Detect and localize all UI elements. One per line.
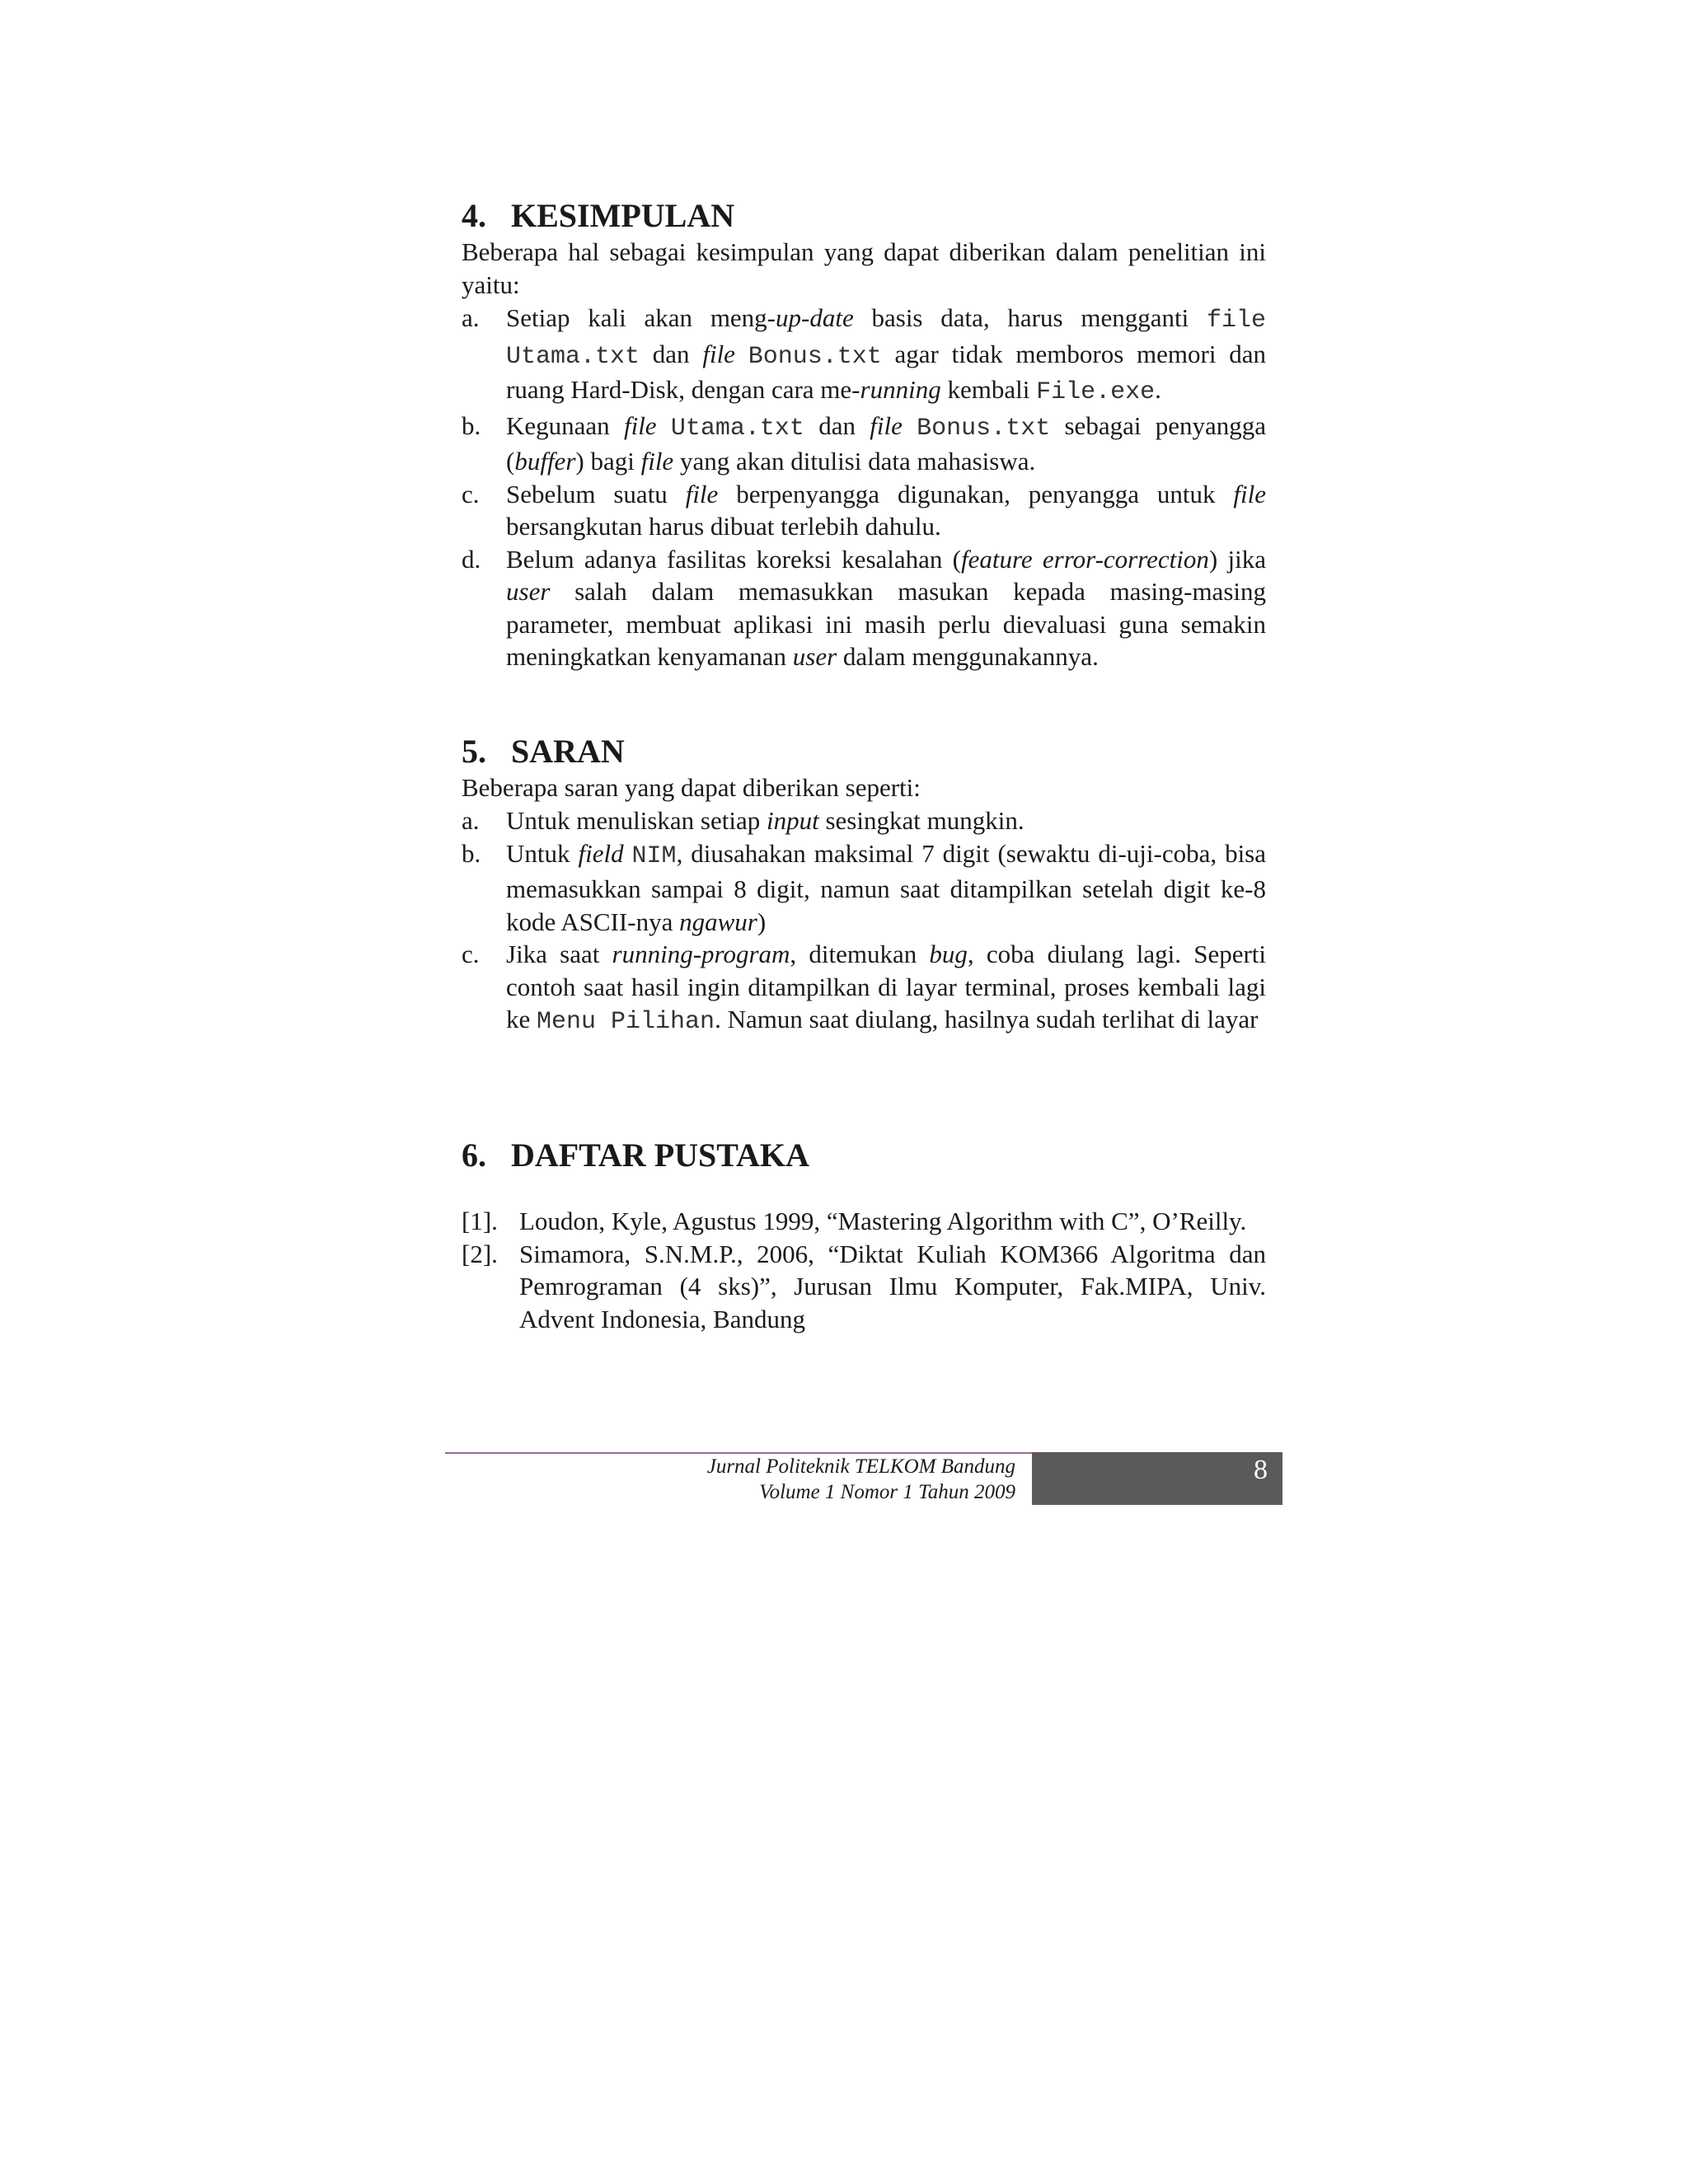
- text-run: , diusahakan maksimal 7 digit (sewaktu di-uji-coba, bisa memasukkan sampai 8 digit, namun saat ditampilkan setelah digit ke-8 kode ASCII-nya: [506, 838, 1267, 936]
- section-title: DAFTAR PUSTAKA: [511, 1137, 809, 1174]
- section-heading: [462, 732, 1266, 771]
- text-run: berpenyangga digunakan, penyangga untuk: [718, 479, 1234, 509]
- italic-term: ngawur: [679, 907, 757, 936]
- text-run: agar tidak memboros memori dan ruang Hard-Disk, dengan cara me-: [506, 339, 1267, 404]
- list-marker: d.: [462, 544, 481, 574]
- text-run: ) jika: [1208, 544, 1266, 574]
- italic-term: user: [506, 577, 551, 606]
- text-run: ) bagi: [575, 447, 641, 476]
- text-run: bersangkutan harus dibuat terlebih dahulu.: [506, 512, 941, 541]
- list-marker: c.: [462, 940, 480, 968]
- code-term: Menu Pilihan: [537, 1008, 715, 1036]
- list-marker: b.: [462, 410, 481, 440]
- section-saran: [462, 732, 1266, 1039]
- italic-term: running: [860, 375, 941, 404]
- list-marker: a.: [462, 806, 480, 835]
- list-item: [462, 302, 1266, 410]
- list-item: [462, 410, 1266, 478]
- reference-text: Loudon, Kyle, Agustus 1999, “Mastering Algorithm with C”, O’Reilly.: [519, 1207, 1247, 1235]
- italic-term: file: [870, 410, 903, 440]
- text-run: ): [757, 907, 767, 936]
- list-item: [462, 543, 1266, 673]
- italic-term: buffer: [514, 447, 576, 476]
- italic-term: field: [578, 838, 624, 868]
- section-number: 6.: [462, 1137, 486, 1174]
- section-kesimpulan: [462, 196, 1266, 673]
- section-title: SARAN: [511, 733, 625, 770]
- text-run: [903, 411, 917, 440]
- list-marker: c.: [462, 479, 480, 509]
- text-run: dan: [804, 410, 870, 440]
- list-marker: a.: [462, 303, 480, 332]
- italic-term: file: [685, 479, 719, 509]
- reference-marker: [2].: [462, 1239, 498, 1268]
- section-daftar-pustaka: [462, 1136, 1266, 1335]
- list-item: [462, 804, 1266, 837]
- text-run: Belum adanya fasilitas koreksi kesalahan (: [506, 544, 961, 574]
- italic-term: input: [766, 806, 819, 835]
- footer-journal-name: Jurnal Politeknik TELKOM Bandung: [706, 1455, 1015, 1478]
- reference-item: [462, 1238, 1266, 1336]
- list-marker: b.: [462, 838, 481, 868]
- footer-volume: Volume 1 Nomor 1 Tahun 2009: [759, 1481, 1015, 1503]
- text-run: [657, 411, 671, 440]
- code-term: File.exe: [1036, 378, 1156, 406]
- section-heading: [462, 1136, 1266, 1175]
- text-run: sesingkat mungkin.: [818, 806, 1025, 835]
- italic-term: up-date: [776, 303, 854, 332]
- reference-text: Simamora, S.N.M.P., 2006, “Diktat Kuliah KOM366 Algoritma dan Pemrograman (4 sks)”, Jurusan Ilmu Komputer, Fak.MIPA, Univ. Advent Indonesia, Bandung: [519, 1239, 1266, 1333]
- section-number: 4.: [462, 197, 486, 234]
- italic-term: feature error-correction: [961, 544, 1209, 574]
- text-run: . Namun saat diulang, hasilnya sudah terlihat di layar: [715, 1005, 1259, 1033]
- suggestion-list: [462, 804, 1266, 1039]
- code-term: file Utama.txt: [506, 307, 1266, 371]
- text-run: basis data, harus mengganti: [853, 303, 1207, 332]
- text-run: dan: [640, 339, 703, 368]
- reference-item: [462, 1205, 1266, 1238]
- list-item: [462, 938, 1266, 1039]
- text-run: salah dalam memasukkan masukan kepada masing-masing parameter, membuat aplikasi ini masih perlu dievaluasi guna semakin meningkatkan kenyamanan: [506, 577, 1266, 671]
- section-intro: Beberapa hal sebagai kesimpulan yang dapat diberikan dalam penelitian ini yaitu:: [462, 237, 1266, 299]
- section-title: KESIMPULAN: [511, 197, 735, 234]
- text-run: kembali: [940, 375, 1037, 404]
- code-term: Bonus.txt: [917, 414, 1051, 443]
- text-run: Sebelum suatu: [506, 479, 686, 509]
- italic-term: bug: [929, 940, 968, 968]
- page-number: 8: [1254, 1455, 1268, 1485]
- page-number-box: [1032, 1452, 1282, 1505]
- code-term: Utama.txt: [670, 414, 804, 443]
- text-run: [735, 340, 748, 368]
- conclusion-list: [462, 302, 1266, 673]
- text-run: sebagai penyangga (: [506, 410, 1267, 476]
- text-run: , coba diulang lagi. Seperti contoh saat hasil ingin ditampilkan di layar terminal, proses kembali lagi ke: [506, 940, 1267, 1033]
- code-term: Bonus.txt: [748, 342, 882, 371]
- italic-term: file: [640, 447, 674, 476]
- section-heading: [462, 196, 1266, 236]
- section-number: 5.: [462, 733, 486, 770]
- list-item: [462, 478, 1266, 543]
- list-item: [462, 837, 1266, 939]
- text-run: Kegunaan: [506, 410, 624, 440]
- italic-term: file: [1233, 479, 1266, 509]
- italic-term: file: [623, 410, 657, 440]
- text-run: Setiap kali akan meng-: [506, 303, 776, 332]
- text-run: Untuk: [506, 838, 579, 868]
- reference-list: [462, 1205, 1266, 1335]
- section-intro: Beberapa saran yang dapat diberikan seperti:: [462, 773, 921, 802]
- footer-journal-info: [445, 1454, 1015, 1505]
- reference-marker: [1].: [462, 1207, 498, 1235]
- text-run: [624, 839, 632, 868]
- text-run: yang akan ditulisi data mahasiswa.: [673, 447, 1036, 476]
- code-term: NIM: [631, 841, 677, 870]
- italic-term: user: [792, 642, 837, 671]
- italic-term: running-program: [612, 940, 790, 968]
- text-run: Untuk menuliskan setiap: [506, 806, 767, 835]
- text-run: , ditemukan: [790, 940, 930, 968]
- italic-term: file: [702, 339, 735, 368]
- text-run: .: [1155, 375, 1161, 404]
- text-run: Jika saat: [506, 940, 612, 968]
- text-run: dalam menggunakannya.: [837, 642, 1099, 671]
